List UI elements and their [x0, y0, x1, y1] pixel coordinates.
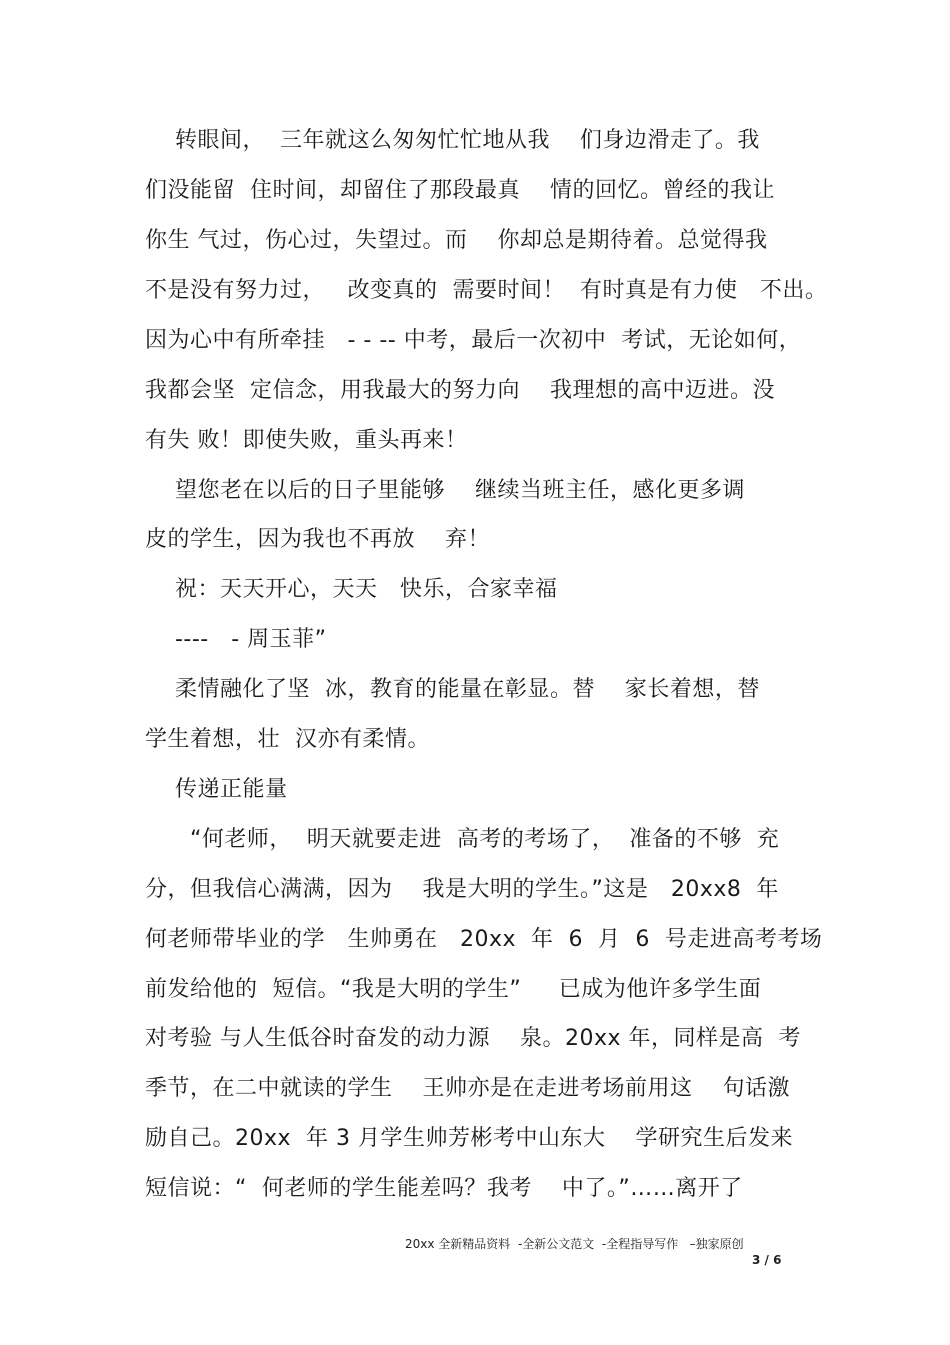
text-line: 何老师带毕业的学 生帅勇在 20xx 年 6 月 6 号走进高考考场	[145, 927, 823, 952]
text-line: 因为心中有所牵挂 - - -- 中考，最后一次初中 考试，无论如何，	[145, 328, 802, 353]
footer-text: 20xx 全新精品资料 -全新公文范文 -全程指导写作 –独家原创	[405, 1237, 744, 1251]
text-line: 对考验 与人生低谷时奋发的动力源 泉。20xx 年，同样是高 考	[145, 1026, 801, 1051]
text-line: 望您老在以后的日子里能够 继续当班主任，感化更多调	[145, 478, 745, 503]
text-line: 皮的学生，因为我也不再放 弃！	[145, 527, 490, 552]
text-line: 不是没有努力过， 改变真的 需要时间！ 有时真是有力使 不出。	[145, 278, 828, 303]
text-line: 励自己。20xx 年 3 月学生帅芳彬考中山东大 学研究生后发来	[145, 1126, 793, 1151]
text-line: “何老师， 明天就要走进 高考的考场了， 准备的不够 充	[145, 827, 780, 852]
text-line: ---- - 周玉菲”	[145, 627, 327, 652]
text-line: 季节，在二中就读的学生 王帅亦是在走进考场前用这 句话激	[145, 1076, 790, 1101]
text-line: 传递正能量	[145, 777, 288, 802]
text-line: 你生 气过，伤心过，失望过。而 你却总是期待着。总觉得我	[145, 228, 768, 253]
text-line: 学生着想，壮 汉亦有柔情。	[145, 727, 430, 752]
text-line: 短信说：“ 何老师的学生能差吗？我考 中了。”……离开了	[145, 1176, 743, 1201]
page-number: 3 / 6	[752, 1253, 782, 1267]
text-line: 祝：天天开心，天天 快乐，合家幸福	[145, 577, 558, 602]
text-line: 转眼间， 三年就这么匆匆忙忙地从我 们身边滑走了。我	[145, 128, 760, 153]
text-line: 们没能留 住时间，却留住了那段最真 情的回忆。曾经的我让	[145, 178, 775, 203]
text-line: 有失 败！即使失败，重头再来！	[145, 428, 468, 453]
text-line: 前发给他的 短信。“我是大明的学生” 已成为他许多学生面	[145, 977, 762, 1002]
text-line: 我都会坚 定信念，用我最大的努力向 我理想的高中迈进。没	[145, 378, 775, 403]
text-line: 柔情融化了坚 冰，教育的能量在彰显。替 家长着想，替	[145, 677, 760, 702]
text-line: 分，但我信心满满，因为 我是大明的学生。”这是 20xx8 年	[145, 877, 779, 902]
